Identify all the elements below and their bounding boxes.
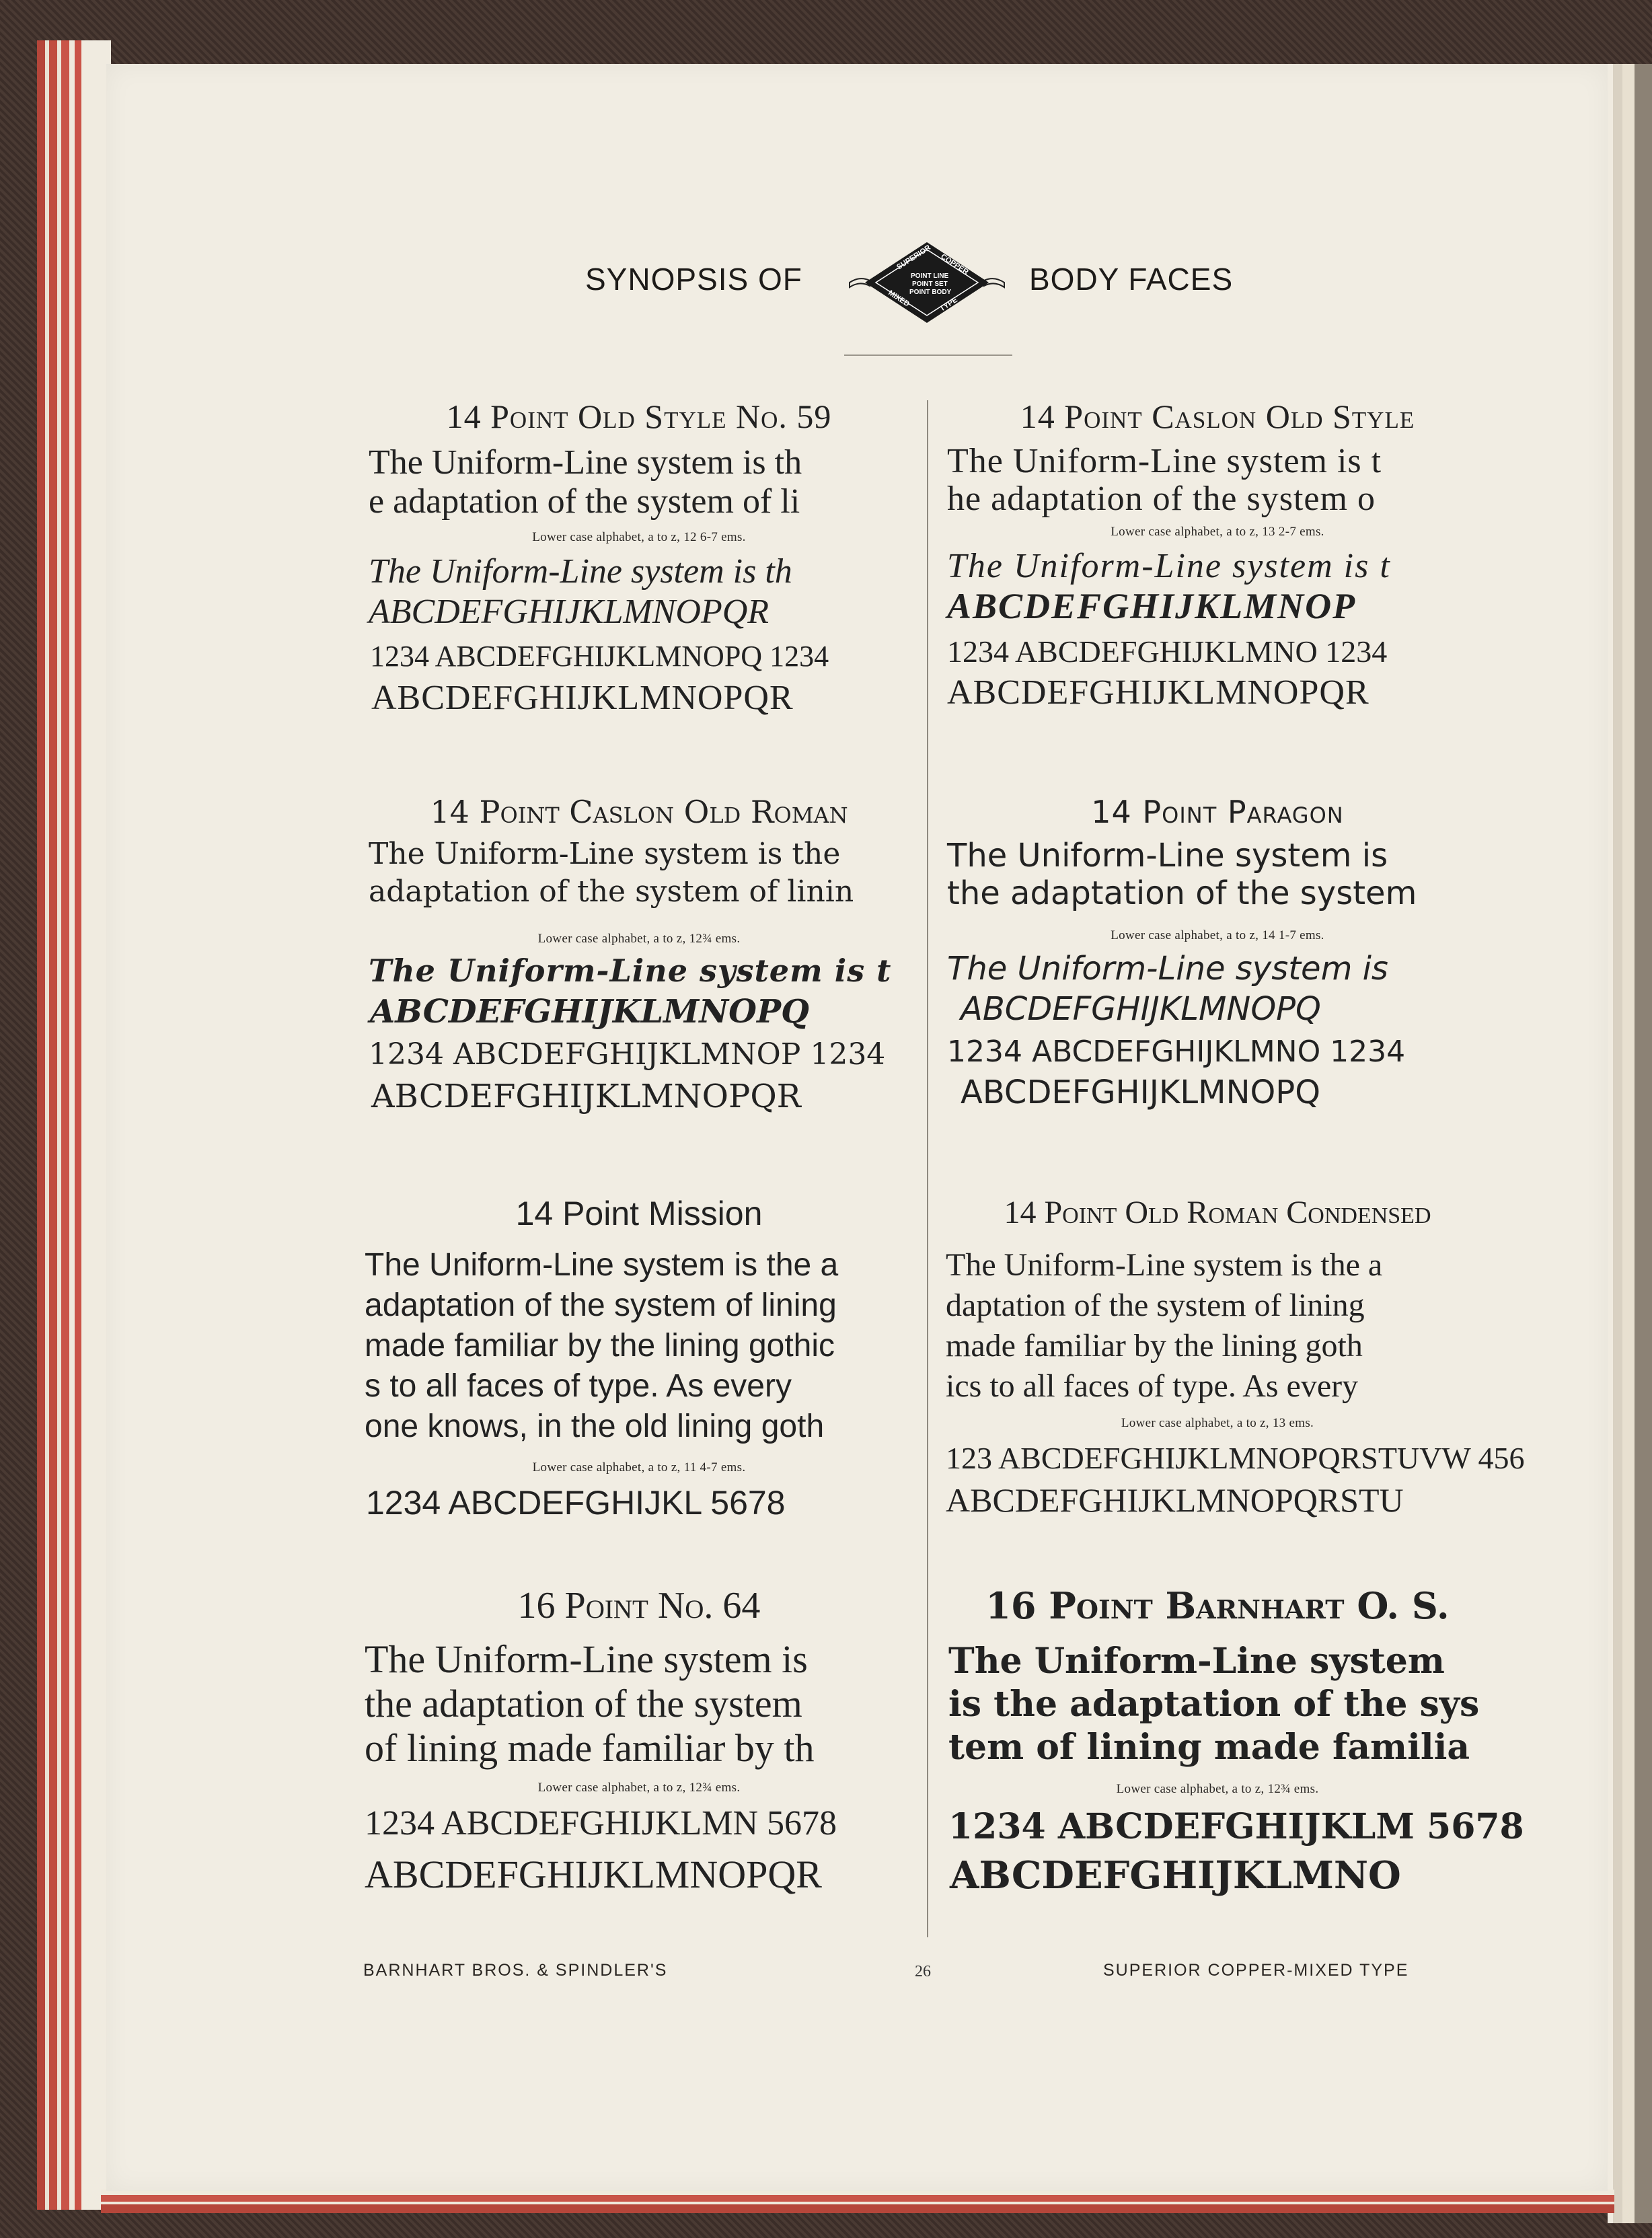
specimen-title: 16 Point No. 64: [517, 1585, 761, 1627]
specimen-title: 14 Point Mission: [515, 1195, 763, 1232]
specimen-figures: 1234 ABCDEFGHIJKL 5678: [366, 1484, 786, 1522]
specimen-line: tem of lining made familia: [948, 1727, 1470, 1768]
page-number: 26: [915, 1963, 931, 1980]
specimen-title: 14 Point Caslon Old Roman: [430, 794, 848, 830]
specimen-caslon-old-style: [942, 397, 1493, 747]
specimen-line: he adaptation of the system o: [947, 480, 1376, 518]
specimen-line: one knows, in the old lining goth: [365, 1409, 825, 1444]
specimen-title: 14 Point Old Roman Condensed: [1004, 1195, 1431, 1230]
specimen-figures: 123 ABCDEFGHIJKLMNOPQRSTUVW 456: [946, 1441, 1525, 1475]
specimen-italic: The Uniform-Line system is t: [947, 547, 1391, 585]
specimen-barnhart-os: [942, 1584, 1524, 1941]
specimen-caps: ABCDEFGHIJKLMNOPQR: [371, 1078, 801, 1115]
superior-copper-logo: [846, 239, 1008, 326]
specimen-title: 14 Point Old Style No. 59: [446, 398, 832, 435]
specimen-italic-caps: ABCDEFGHIJKLMNOPQ: [370, 993, 809, 1031]
specimen-old-style-59: [363, 397, 915, 747]
specimen-caps: ABCDEFGHIJKLMNOPQR: [371, 679, 794, 717]
specimen-italic-caps: ABCDEFGHIJKLMNOPQ: [961, 990, 1321, 1028]
specimen-line: The Uniform-Line system is the a: [946, 1247, 1383, 1283]
specimen-figures: 1234 ABCDEFGHIJKLM 5678: [948, 1806, 1524, 1847]
specimen-line: adaptation of the system of linin: [369, 874, 854, 909]
alphabet-note: Lower case alphabet, a to z, 11 4-7 ems.: [532, 1460, 746, 1475]
logo-text-point-set: POINT SET: [912, 281, 948, 288]
specimen-line: The Uniform-Line system is the a: [365, 1247, 839, 1283]
specimen-line: The Uniform-Line system is t: [947, 442, 1382, 480]
logo-text-type: TYPE: [938, 295, 959, 313]
specimen-figures: 1234 ABCDEFGHIJKLMNOP 1234: [369, 1037, 886, 1072]
specimen-line: The Uniform-Line system is the: [369, 837, 841, 871]
specimen-italic: The Uniform-Line system is: [947, 950, 1388, 987]
footer-publisher: BARNHART BROS. & SPINDLER'S: [363, 1961, 668, 1980]
specimen-title: 14 Point Paragon: [1091, 794, 1344, 830]
alphabet-note: Lower case alphabet, a to z, 14 1-7 ems.: [1111, 928, 1324, 942]
logo-text-copper: COPPER: [939, 252, 970, 276]
specimen-line: ics to all faces of type. As every: [946, 1368, 1359, 1404]
specimen-line: the adaptation of the system: [947, 874, 1417, 912]
specimen-line: the adaptation of the system: [365, 1682, 802, 1725]
specimen-line: made familiar by the lining goth: [946, 1328, 1363, 1364]
page-header: [0, 261, 1652, 308]
specimen-line: of lining made familiar by th: [365, 1726, 815, 1770]
alphabet-note: Lower case alphabet, a to z, 12 6-7 ems.: [532, 530, 746, 544]
specimen-caslon-old-roman: [363, 794, 915, 1144]
footer-type-name: SUPERIOR COPPER-MIXED TYPE: [1103, 1961, 1409, 1980]
specimen-line: daptation of the system of lining: [946, 1288, 1365, 1323]
specimen-line: The Uniform-Line system is: [365, 1637, 808, 1681]
logo-text-point-body: POINT BODY: [909, 289, 952, 296]
header-left-text: SYNOPSIS OF: [585, 262, 802, 297]
specimen-line: The Uniform-Line system: [948, 1641, 1445, 1682]
specimen-line: e adaptation of the system of li: [369, 482, 800, 521]
specimen-caps: ABCDEFGHIJKLMNOPQRSTU: [946, 1481, 1404, 1519]
header-right-text: BODY FACES: [1029, 262, 1234, 297]
specimen-italic: The Uniform-Line system is t: [369, 953, 892, 989]
specimen-caps: ABCDEFGHIJKLMNO: [950, 1853, 1401, 1898]
specimen-italic: The Uniform-Line system is th: [369, 552, 792, 591]
specimen-italic-caps: ABCDEFGHIJKLMNOP: [947, 586, 1357, 626]
specimen-line: The Uniform-Line system is th: [369, 443, 802, 482]
specimen-title: 16 Point Barnhart O. S.: [985, 1584, 1450, 1627]
column-divider: [927, 400, 928, 1937]
specimen-line: made familiar by the lining gothic: [365, 1328, 835, 1364]
specimen-line: adaptation of the system of lining: [365, 1288, 837, 1323]
specimen-no-64: [363, 1584, 915, 1941]
alphabet-note: Lower case alphabet, a to z, 12¾ ems.: [1116, 1782, 1319, 1796]
alphabet-note: Lower case alphabet, a to z, 12¾ ems.: [537, 932, 741, 946]
alphabet-note: Lower case alphabet, a to z, 13 ems.: [1121, 1416, 1314, 1430]
specimen-figures: 1234 ABCDEFGHIJKLMNO 1234: [947, 1035, 1406, 1069]
alphabet-note: Lower case alphabet, a to z, 12¾ ems.: [537, 1781, 741, 1795]
specimen-mission: [363, 1194, 915, 1544]
header-rule: [844, 355, 1012, 356]
specimen-line: is the adaptation of the sys: [948, 1684, 1480, 1725]
alphabet-note: Lower case alphabet, a to z, 13 2-7 ems.: [1111, 525, 1324, 539]
logo-text-superior: SUPERIOR: [895, 244, 932, 272]
specimen-italic-caps: ABCDEFGHIJKLMNOPQR: [369, 593, 769, 631]
specimen-line: The Uniform-Line system is: [947, 837, 1388, 874]
specimen-caps: ABCDEFGHIJKLMNOPQR: [365, 1853, 822, 1896]
logo-text-mixed: MIXED: [887, 289, 911, 309]
specimen-paragon: [942, 794, 1493, 1144]
specimen-caps: ABCDEFGHIJKLMNOPQ: [961, 1074, 1320, 1111]
page-edges-left: [37, 40, 111, 2210]
specimen-figures: 1234 ABCDEFGHIJKLMN 5678: [365, 1804, 837, 1842]
specimen-caps: ABCDEFGHIJKLMNOPQR: [947, 673, 1369, 712]
specimen-old-roman-condensed: [942, 1194, 1525, 1544]
page-edges-right: [1608, 64, 1652, 2223]
page-edges-bottom: [101, 2190, 1614, 2213]
specimen-title: 14 Point Caslon Old Style: [1020, 398, 1415, 435]
specimen-line: s to all faces of type. As every: [365, 1368, 792, 1404]
specimen-figures: 1234 ABCDEFGHIJKLMNOPQ 1234: [370, 640, 829, 673]
specimen-figures: 1234 ABCDEFGHIJKLMNO 1234: [947, 634, 1388, 669]
logo-text-point-line: POINT LINE: [911, 272, 949, 280]
